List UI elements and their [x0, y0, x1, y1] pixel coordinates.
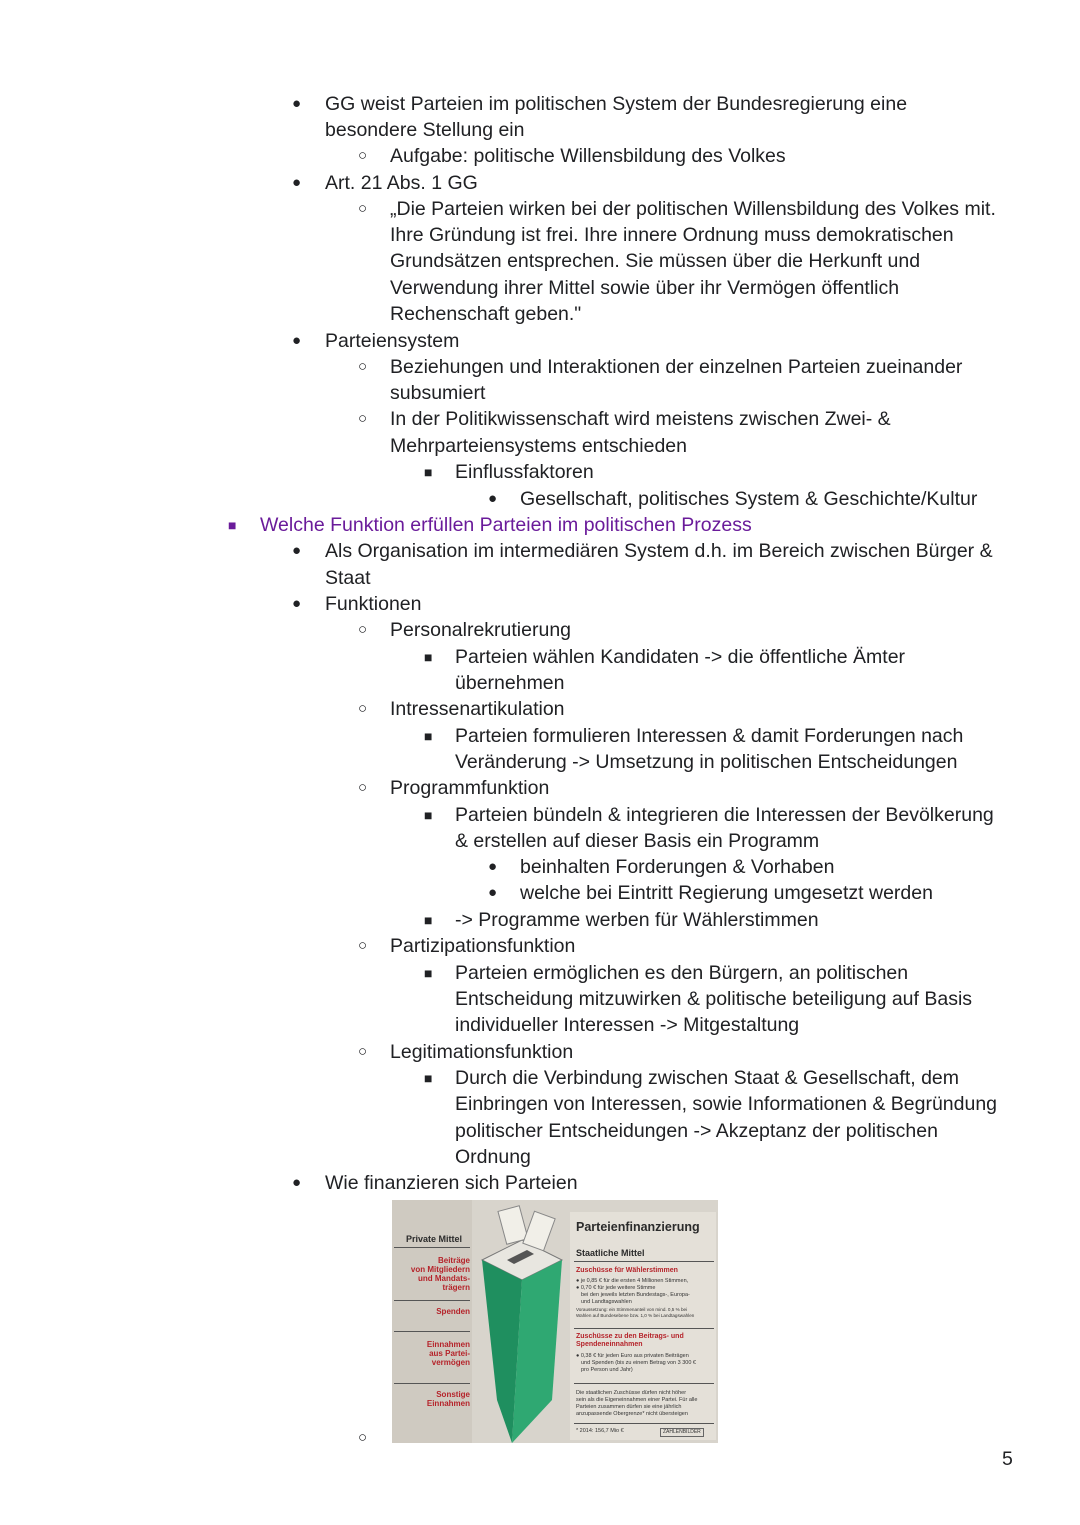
quote-line: Verwendung ihrer Mittel sowie über ihr Vermögen öffentlich	[390, 277, 900, 299]
text-line: besondere Stellung ein	[325, 119, 525, 141]
section-heading: Welche Funktion erfüllen Parteien im politischen Prozess	[260, 514, 752, 536]
subsidy-text: Voraussetzung: ein Stimmenanteil von mind. 0,5 % bei	[576, 1307, 688, 1312]
text-line: Legitimationsfunktion	[390, 1041, 574, 1063]
text-line: Parteiensystem	[325, 330, 460, 352]
bullet-disc: ●	[292, 332, 302, 349]
note-text: Parteien zusammen dürfen sie eine jährlich	[576, 1404, 682, 1410]
party-financing-infographic	[392, 1200, 718, 1443]
contribution-subsidy-heading: Spendeneinnahmen	[576, 1341, 643, 1348]
text-line: Aufgabe: politische Willensbildung des Volkes	[390, 145, 786, 167]
bullet-circle: ○	[358, 410, 368, 427]
text-line: Parteien bündeln & integrieren die Interessen der Bevölkerung	[455, 804, 994, 826]
text-line: Intressenartikulation	[390, 698, 565, 720]
text-line: Wie finanzieren sich Parteien	[325, 1172, 578, 1194]
subsidy-text: und Landtagswahlen	[581, 1299, 632, 1305]
bullet-circle: ○	[358, 621, 368, 638]
bullet-circle: ○	[358, 937, 368, 954]
bullet-square: ■	[228, 517, 237, 533]
text-line: übernehmen	[455, 672, 565, 694]
text-line: & erstellen auf dieser Basis ein Programm	[455, 830, 820, 852]
subsidy-text: Wahlen auf Bundesebene bzw. 1,0 % bei Landtagswahlen	[576, 1313, 695, 1318]
text-line: Beziehungen und Interaktionen der einzelnen Parteien zueinander	[390, 356, 963, 378]
text-line: Personalrekrutierung	[390, 619, 572, 641]
bullet-square: ■	[424, 464, 433, 480]
text-line: Mehrparteiensystems entschieden	[390, 435, 687, 457]
bullet-circle: ○	[358, 1043, 368, 1060]
bullet-square: ■	[424, 807, 433, 823]
page-number: 5	[1002, 1448, 1013, 1470]
bullet-square: ■	[424, 965, 433, 981]
bullet-square: ■	[424, 912, 433, 928]
bullet-circle: ○	[358, 700, 368, 717]
quote-line: Ihre Gründung ist frei. Ihre innere Ordnung muss demokratischen	[390, 224, 954, 246]
text-line: welche bei Eintritt Regierung umgesetzt werden	[520, 882, 933, 904]
text-line: Funktionen	[325, 593, 422, 615]
text-line: politischer Entscheidungen -> Akzeptanz der politischen	[455, 1120, 938, 1142]
bullet-square: ■	[424, 728, 433, 744]
text-line: Parteien wählen Kandidaten -> die öffentliche Ämter	[455, 646, 906, 668]
label-donations: Spenden	[436, 1307, 470, 1316]
text-line: subsumiert	[390, 382, 486, 404]
text-line: Entscheidung mitzuwirken & politische beteiligung auf Basis	[455, 988, 973, 1010]
bullet-disc: ●	[292, 1174, 302, 1191]
text-line: beinhalten Forderungen & Vorhaben	[520, 856, 835, 878]
subsidy-text: pro Person und Jahr)	[581, 1367, 633, 1373]
subsidy-text: ● 0,70 € für jede weitere Stimme	[576, 1285, 656, 1291]
bullet-circle: ○	[358, 200, 368, 217]
label-contributions: Beiträge von Mitgliedern und Mandats- trägern	[410, 1256, 470, 1292]
text-line: Einbringen von Interessen, sowie Informationen & Begründung	[455, 1093, 998, 1115]
note-text: anzupassende Obergrenze* nicht übersteigen	[576, 1411, 688, 1417]
text-line: Partizipationsfunktion	[390, 935, 576, 957]
text-line: -> Programme werben für Wählerstimmen	[455, 909, 819, 931]
state-funds-heading: Staatliche Mittel	[576, 1248, 645, 1258]
infographic-title: Parteienfinanzierung	[576, 1220, 700, 1234]
subsidy-text: ● 0,38 € für jeden Euro aus privaten Beiträgen	[576, 1353, 689, 1359]
label-asset-income: Einnahmen aus Partei- vermögen	[426, 1340, 470, 1367]
note-text: sein als die Eigeneinnahmen einer Partei. Für alle	[576, 1397, 698, 1403]
bullet-square: ■	[424, 649, 433, 665]
bullet-disc: ●	[292, 542, 302, 559]
brand-label: ZAHLENBILDER	[660, 1428, 704, 1437]
quote-line: „Die Parteien wirken bei der politischen Willensbildung des Volkes mit.	[390, 198, 996, 220]
contribution-subsidy-heading: Zuschüsse zu den Beitrags- und	[576, 1333, 684, 1340]
note-text: Die staatlichen Zuschüsse dürfen nicht höher	[576, 1390, 687, 1396]
subsidy-text: bei den jeweils letzten Bundestags-, Europa-	[581, 1292, 690, 1298]
text-line: Gesellschaft, politisches System & Geschichte/Kultur	[520, 488, 978, 510]
ballot-box-illustration	[472, 1200, 572, 1443]
text-line: Staat	[325, 567, 371, 589]
text-line: Als Organisation im intermediären System d.h. im Bereich zwischen Bürger &	[325, 540, 993, 562]
text-line: Programmfunktion	[390, 777, 550, 799]
text-line: individueller Interessen -> Mitgestaltung	[455, 1014, 800, 1036]
text-line: Einflussfaktoren	[455, 461, 594, 483]
private-funds-heading: Private Mittel	[406, 1234, 463, 1244]
text-line: Veränderung -> Umsetzung in politischen Entscheidungen	[455, 751, 958, 773]
quote-line: Grundsätzen entsprechen. Sie müssen über die Herkunft und	[390, 250, 921, 272]
bullet-disc: ●	[488, 884, 498, 901]
text-line: Parteien formulieren Interessen & damit Forderungen nach	[455, 725, 964, 747]
bullet-disc: ●	[292, 95, 302, 112]
bullet-disc: ●	[292, 595, 302, 612]
bullet-square: ■	[424, 1070, 433, 1086]
label-other-income: Sonstige Einnahmen	[426, 1390, 470, 1408]
voter-subsidy-heading: Zuschüsse für Wählerstimmen	[576, 1267, 678, 1274]
footnote: * 2014: 156,7 Mio €	[576, 1428, 624, 1434]
bullet-disc: ●	[292, 174, 302, 191]
subsidy-text: und Spenden (bis zu einem Betrag von 3 300 €	[581, 1360, 696, 1366]
text-line: In der Politikwissenschaft wird meistens zwischen Zwei- &	[390, 408, 891, 430]
quote-line: Rechenschaft geben."	[390, 303, 582, 325]
bullet-circle: ○	[358, 1429, 368, 1446]
text-line: GG weist Parteien im politischen System der Bundesregierung eine	[325, 93, 908, 115]
text-line: Parteien ermöglichen es den Bürgern, an politischen	[455, 962, 909, 984]
bullet-circle: ○	[358, 358, 368, 375]
subsidy-text: ● je 0,85 € für die ersten 4 Millionen Stimmen,	[576, 1278, 689, 1284]
bullet-disc: ●	[488, 490, 498, 507]
text-line: Ordnung	[455, 1146, 531, 1168]
text-line: Art. 21 Abs. 1 GG	[325, 172, 478, 194]
bullet-disc: ●	[488, 858, 498, 875]
bullet-circle: ○	[358, 779, 368, 796]
bullet-circle: ○	[358, 147, 368, 164]
text-line: Durch die Verbindung zwischen Staat & Gesellschaft, dem	[455, 1067, 960, 1089]
